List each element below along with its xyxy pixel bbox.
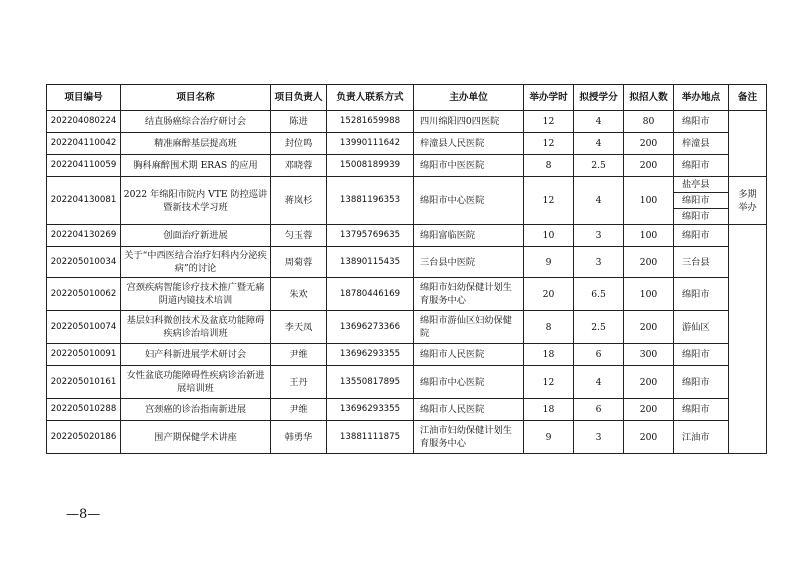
cell-people: 200 — [624, 311, 674, 344]
cell-leader: 尹维 — [271, 399, 327, 421]
cell-credits: 2.5 — [574, 155, 624, 177]
cell-people: 100 — [624, 177, 674, 225]
cell-credits: 4 — [574, 111, 624, 133]
cell-code: 202205010034 — [47, 247, 121, 278]
cell-phone: 15281659988 — [327, 111, 414, 133]
cell-hours: 12 — [524, 366, 574, 399]
cell-hours: 18 — [524, 344, 574, 366]
cell-credits: 6.5 — [574, 278, 624, 311]
cell-hours: 12 — [524, 177, 574, 225]
header-phone: 负责人联系方式 — [327, 85, 414, 111]
cell-people: 100 — [624, 225, 674, 247]
cell-place: 绵阳市 — [674, 155, 729, 177]
cell-note: 多期举办 — [729, 177, 767, 225]
cell-code: 202205020186 — [47, 421, 121, 454]
table-row — [47, 366, 767, 399]
cell-code: 202204130269 — [47, 225, 121, 247]
cell-people: 200 — [624, 366, 674, 399]
table-row — [47, 111, 767, 133]
cell-credits: 4 — [574, 133, 624, 155]
cell-leader: 匀玉蓉 — [271, 225, 327, 247]
header-row — [47, 85, 767, 111]
table-row — [47, 225, 767, 247]
table-row — [47, 311, 767, 344]
table-row — [47, 155, 767, 177]
cell-unit: 梓潼县人民医院 — [414, 133, 524, 155]
cell-unit: 绵阳市中心医院 — [414, 177, 524, 225]
header-place: 举办地点 — [674, 85, 729, 111]
table-row — [47, 247, 767, 278]
cell-hours: 12 — [524, 111, 574, 133]
cell-name: 围产期保健学术讲座 — [121, 421, 271, 454]
header-unit: 主办单位 — [414, 85, 524, 111]
cell-hours: 10 — [524, 225, 574, 247]
cell-unit: 三台县中医院 — [414, 247, 524, 278]
cell-people: 200 — [624, 421, 674, 454]
cell-people: 80 — [624, 111, 674, 133]
cell-phone: 13696293355 — [327, 344, 414, 366]
header-code: 项目编号 — [47, 85, 121, 111]
cell-name: 关于“中西医结合治疗妇科内分泌疾病”的讨论 — [121, 247, 271, 278]
project-table — [46, 84, 767, 454]
cell-leader: 蒋岚杉 — [271, 177, 327, 225]
cell-place: 盐亭县 — [674, 177, 729, 193]
cell-note — [729, 225, 767, 454]
cell-place: 绵阳市 — [674, 209, 729, 225]
cell-leader: 邓晓蓉 — [271, 155, 327, 177]
cell-people: 300 — [624, 344, 674, 366]
cell-place: 绵阳市 — [674, 225, 729, 247]
cell-unit: 绵阳市游仙区妇幼保健院 — [414, 311, 524, 344]
table-row — [47, 177, 767, 193]
cell-leader: 陈进 — [271, 111, 327, 133]
page-number: —8— — [66, 507, 101, 522]
cell-place: 游仙区 — [674, 311, 729, 344]
cell-credits: 6 — [574, 399, 624, 421]
cell-place: 绵阳市 — [674, 193, 729, 209]
cell-name: 妇产科新进展学术研讨会 — [121, 344, 271, 366]
cell-hours: 20 — [524, 278, 574, 311]
cell-name: 创面治疗新进展 — [121, 225, 271, 247]
cell-code: 202205010091 — [47, 344, 121, 366]
cell-unit: 绵阳市中心医院 — [414, 366, 524, 399]
cell-phone: 18780446169 — [327, 278, 414, 311]
cell-place: 绵阳市 — [674, 399, 729, 421]
cell-hours: 8 — [524, 311, 574, 344]
cell-unit: 绵阳富临医院 — [414, 225, 524, 247]
cell-unit: 四川绵阳四0四医院 — [414, 111, 524, 133]
table-row — [47, 399, 767, 421]
header-leader: 项目负责人 — [271, 85, 327, 111]
cell-leader: 李天凤 — [271, 311, 327, 344]
cell-name: 精准麻醉基层提高班 — [121, 133, 271, 155]
cell-name: 2022 年绵阳市院内 VTE 防控巡讲暨新技术学习班 — [121, 177, 271, 225]
cell-code: 202205010074 — [47, 311, 121, 344]
cell-credits: 3 — [574, 247, 624, 278]
cell-unit: 绵阳市妇幼保健计划生育服务中心 — [414, 278, 524, 311]
cell-code: 202204110059 — [47, 155, 121, 177]
table-row — [47, 278, 767, 311]
cell-code: 202205010288 — [47, 399, 121, 421]
cell-hours: 12 — [524, 133, 574, 155]
cell-phone: 13696273366 — [327, 311, 414, 344]
cell-place: 江油市 — [674, 421, 729, 454]
cell-leader: 韩勇华 — [271, 421, 327, 454]
cell-code: 202204110042 — [47, 133, 121, 155]
cell-people: 200 — [624, 155, 674, 177]
cell-leader: 王丹 — [271, 366, 327, 399]
cell-credits: 4 — [574, 177, 624, 225]
cell-phone: 13696293355 — [327, 399, 414, 421]
cell-phone: 13881196353 — [327, 177, 414, 225]
cell-place: 绵阳市 — [674, 344, 729, 366]
header-people: 拟招人数 — [624, 85, 674, 111]
cell-code: 202204130081 — [47, 177, 121, 225]
cell-unit: 绵阳市人民医院 — [414, 399, 524, 421]
cell-name: 女性盆底功能障碍性疾病诊治新进展培训班 — [121, 366, 271, 399]
cell-unit: 绵阳市中医医院 — [414, 155, 524, 177]
cell-name: 宫颈疾病智能诊疗技术推广暨无痛阴道内镜技术培训 — [121, 278, 271, 311]
cell-credits: 3 — [574, 225, 624, 247]
cell-phone: 13795769635 — [327, 225, 414, 247]
cell-leader: 尹维 — [271, 344, 327, 366]
cell-hours: 8 — [524, 155, 574, 177]
cell-place: 绵阳市 — [674, 366, 729, 399]
cell-credits: 2.5 — [574, 311, 624, 344]
table-row — [47, 133, 767, 155]
cell-people: 200 — [624, 247, 674, 278]
header-name: 项目名称 — [121, 85, 271, 111]
cell-name: 结直肠癌综合治疗研讨会 — [121, 111, 271, 133]
header-credits: 拟授学分 — [574, 85, 624, 111]
header-note: 备注 — [729, 85, 767, 111]
cell-unit: 绵阳市人民医院 — [414, 344, 524, 366]
cell-people: 100 — [624, 278, 674, 311]
table-row — [47, 421, 767, 454]
cell-leader: 封位鸣 — [271, 133, 327, 155]
table-row — [47, 344, 767, 366]
cell-phone: 13890115435 — [327, 247, 414, 278]
cell-credits: 3 — [574, 421, 624, 454]
cell-leader: 朱欢 — [271, 278, 327, 311]
cell-people: 200 — [624, 399, 674, 421]
cell-phone: 13550817895 — [327, 366, 414, 399]
cell-code: 202204080224 — [47, 111, 121, 133]
cell-hours: 18 — [524, 399, 574, 421]
cell-phone: 15008189939 — [327, 155, 414, 177]
cell-name: 胸科麻醉围术期 ERAS 的应用 — [121, 155, 271, 177]
cell-name: 基层妇科微创技术及盆底功能障碍疾病诊治培训班 — [121, 311, 271, 344]
cell-leader: 周菊蓉 — [271, 247, 327, 278]
cell-credits: 6 — [574, 344, 624, 366]
cell-credits: 4 — [574, 366, 624, 399]
cell-place: 三台县 — [674, 247, 729, 278]
cell-place: 绵阳市 — [674, 278, 729, 311]
cell-place: 绵阳市 — [674, 111, 729, 133]
cell-phone: 13990111642 — [327, 133, 414, 155]
cell-people: 200 — [624, 133, 674, 155]
cell-hours: 9 — [524, 421, 574, 454]
cell-note — [729, 111, 767, 177]
cell-hours: 9 — [524, 247, 574, 278]
cell-code: 202205010161 — [47, 366, 121, 399]
cell-phone: 13881111875 — [327, 421, 414, 454]
cell-place: 梓潼县 — [674, 133, 729, 155]
cell-unit: 江油市妇幼保健计划生育服务中心 — [414, 421, 524, 454]
cell-code: 202205010062 — [47, 278, 121, 311]
header-hours: 举办学时 — [524, 85, 574, 111]
cell-name: 宫颈癌的诊治指南新进展 — [121, 399, 271, 421]
